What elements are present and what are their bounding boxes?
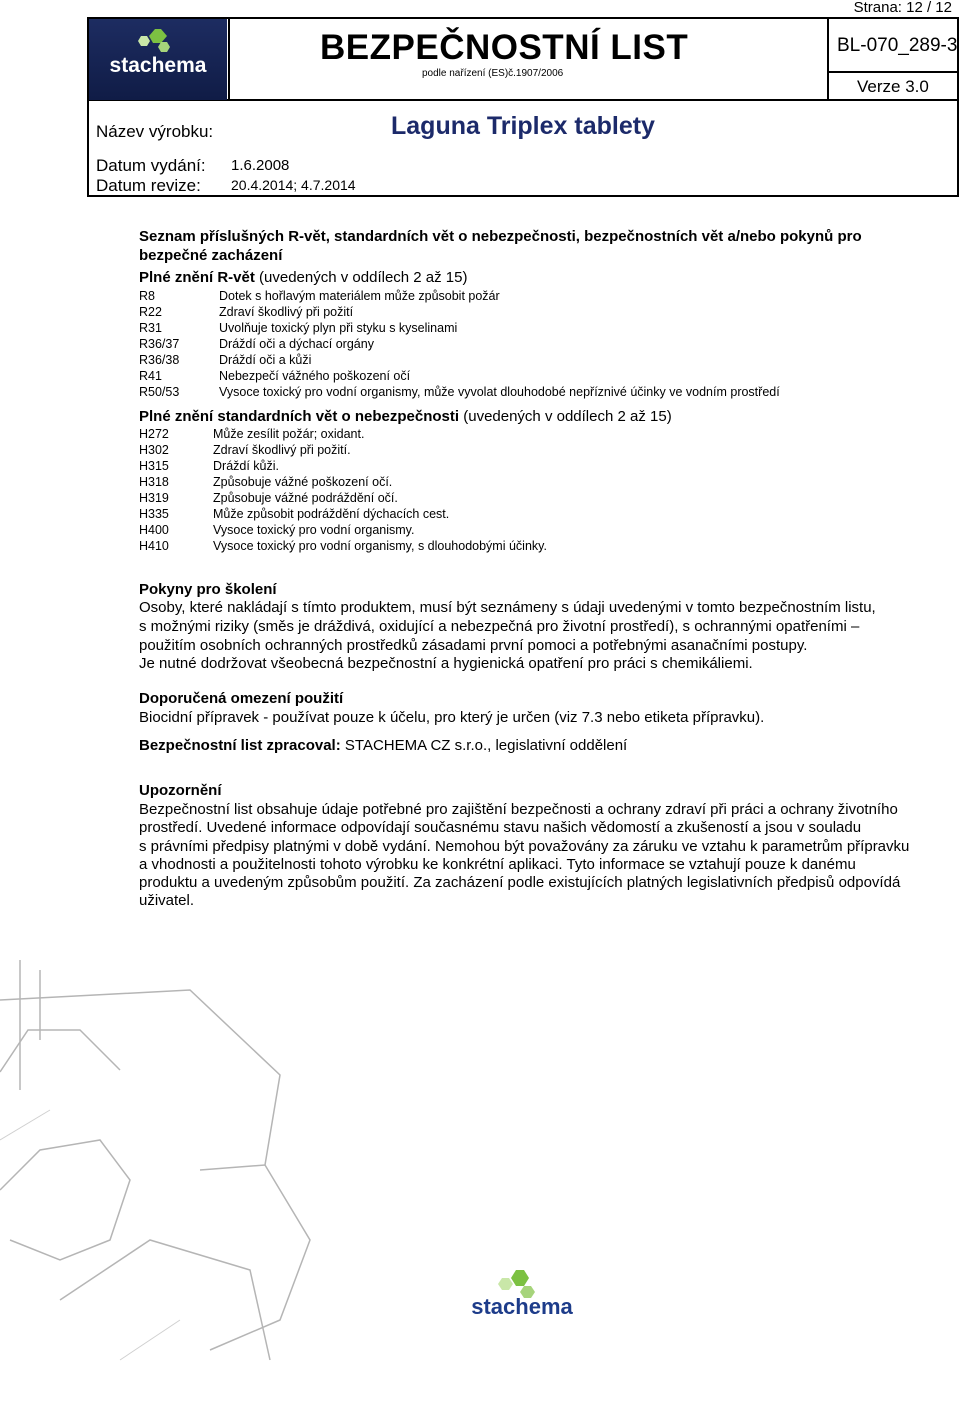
- page-number: Strana: 12 / 12: [853, 0, 952, 16]
- notice-line: s právními předpisy platnými v době vydání. Nemohou být považovány za záruku ve vztahu k parametrům přípravku: [139, 838, 910, 855]
- notice-heading: Upozornění: [139, 782, 222, 799]
- h-code: H410: [139, 539, 169, 553]
- h-text: Vysoce toxický pro vodní organismy.: [213, 523, 415, 537]
- h-code: H335: [139, 507, 169, 521]
- training-line: Je nutné dodržovat všeobecná bezpečnostní a hygienická opatření pro práci s chemikáliemi.: [139, 655, 753, 672]
- header-code-divider: [827, 71, 959, 73]
- h-code: H318: [139, 475, 169, 489]
- document-title: BEZPEČNOSTNÍ LIST: [320, 28, 689, 67]
- r-text: Vysoce toxický pro vodní organismy, může vyvolat dlouhodobé nepříznivé účinky ve vodním prostředí: [219, 385, 780, 399]
- logo-mark-icon: [89, 19, 227, 100]
- h-code: H272: [139, 427, 169, 441]
- header-vline-left: [228, 17, 230, 101]
- document-code: BL-070_289-3: [837, 35, 958, 56]
- revision-date-label: Datum revize:: [96, 176, 201, 195]
- h-text: Může způsobit podráždění dýchacích cest.: [213, 507, 450, 521]
- h-text: Způsobuje vážné podráždění očí.: [213, 491, 398, 505]
- notice-line: prostředí. Uvedené informace odpovídají současnému stavu našich vědomostí a zkušeností a jsou v souladu: [139, 819, 862, 836]
- h-text: Vysoce toxický pro vodní organismy, s dlouhodobými účinky.: [213, 539, 547, 553]
- r-phrases-subheading: Plné znění R-vět (uvedených v oddílech 2 až 15): [139, 269, 468, 286]
- r-code: R22: [139, 305, 162, 319]
- version-label: Verze 3.0: [857, 77, 929, 96]
- notice-line: produktu a uvedeným způsobům použití. Za zacházení podle existujících platných legislativních předpisů odpovídá: [139, 874, 901, 891]
- r-phrases-heading-line2: bezpečné zacházení: [139, 247, 283, 264]
- notice-line: a vhodnosti a použitelnosti tohoto výrobku ke konkrétní aplikaci. Tyto informace se vztahují pouze k danému: [139, 856, 856, 873]
- h-phrases-heading: Plné znění standardních vět o nebezpečnosti (uvedených v oddílech 2 až 15): [139, 408, 672, 425]
- footer-logo-mark-icon: [466, 1268, 578, 1330]
- h-code: H302: [139, 443, 169, 457]
- r-phrases-heading-line1: Seznam příslušných R-vět, standardních vět o nebezpečnosti, bezpečnostních vět a/nebo pokynů pro: [139, 228, 862, 245]
- restrictions-text: Biocidní přípravek - používat pouze k účelu, pro který je určen (viz 7.3 nebo etiketa přípravku).: [139, 709, 765, 726]
- issue-date-value: 1.6.2008: [231, 157, 290, 174]
- training-line: použitím osobních ochranných prostředků zásadami první pomoci a potřebnými asanačními postupy.: [139, 637, 808, 654]
- footer-logo: [466, 1268, 578, 1330]
- h-code: H319: [139, 491, 169, 505]
- h-code: H400: [139, 523, 169, 537]
- r-text: Dráždí oči a kůži: [219, 353, 312, 367]
- training-heading: Pokyny pro školení: [139, 581, 277, 598]
- hexagon-watermark: [0, 940, 960, 1406]
- restrictions-heading: Doporučená omezení použití: [139, 690, 344, 707]
- notice-line: Bezpečnostní list obsahuje údaje potřebné pro zajištění bezpečnosti a ochrany zdraví při práci a ochrany životního: [139, 801, 898, 818]
- h-text: Dráždí kůži.: [213, 459, 279, 473]
- company-logo: [89, 19, 227, 100]
- notice-line: uživatel.: [139, 892, 195, 909]
- header-vline-right: [827, 17, 829, 101]
- h-code: H315: [139, 459, 169, 473]
- r-text: Dotek s hořlavým materiálem může způsobit požár: [219, 289, 500, 303]
- h-text: Může zesílit požár; oxidant.: [213, 427, 365, 441]
- r-code: R36/37: [139, 337, 180, 351]
- svg-text:stachema: stachema: [109, 54, 207, 77]
- r-code: R50/53: [139, 385, 180, 399]
- r-code: R31: [139, 321, 162, 335]
- product-name: Laguna Triplex tablety: [391, 112, 655, 140]
- issue-date-label: Datum vydání:: [96, 156, 206, 175]
- h-text: Zdraví škodlivý při požití.: [213, 443, 351, 457]
- product-label: Název výrobku:: [96, 122, 214, 141]
- r-code: R8: [139, 289, 155, 303]
- r-text: Zdraví škodlivý při požití: [219, 305, 354, 319]
- prepared-by: Bezpečnostní list zpracoval: STACHEMA CZ s.r.o., legislativní oddělení: [139, 737, 628, 754]
- r-code: R41: [139, 369, 162, 383]
- training-line: s možnými riziky (směs je dráždivá, oxidující a nebezpečná pro životní prostředí), s ochrannými opatřeními –: [139, 618, 860, 635]
- h-text: Způsobuje vážné poškození očí.: [213, 475, 393, 489]
- svg-text:stachema: stachema: [471, 1294, 573, 1319]
- r-text: Nebezpečí vážného poškození očí: [219, 369, 411, 383]
- regulation-subtitle: podle nařízení (ES)č.1907/2006: [422, 68, 564, 79]
- training-line: Osoby, které nakládají s tímto produktem, musí být seznámeny s údaji uvedenými v tomto bezpečnostním listu,: [139, 599, 876, 616]
- r-code: R36/38: [139, 353, 180, 367]
- r-text: Dráždí oči a dýchací orgány: [219, 337, 374, 351]
- r-text: Uvolňuje toxický plyn při styku s kyselinami: [219, 321, 458, 335]
- revision-date-value: 20.4.2014; 4.7.2014: [231, 177, 356, 193]
